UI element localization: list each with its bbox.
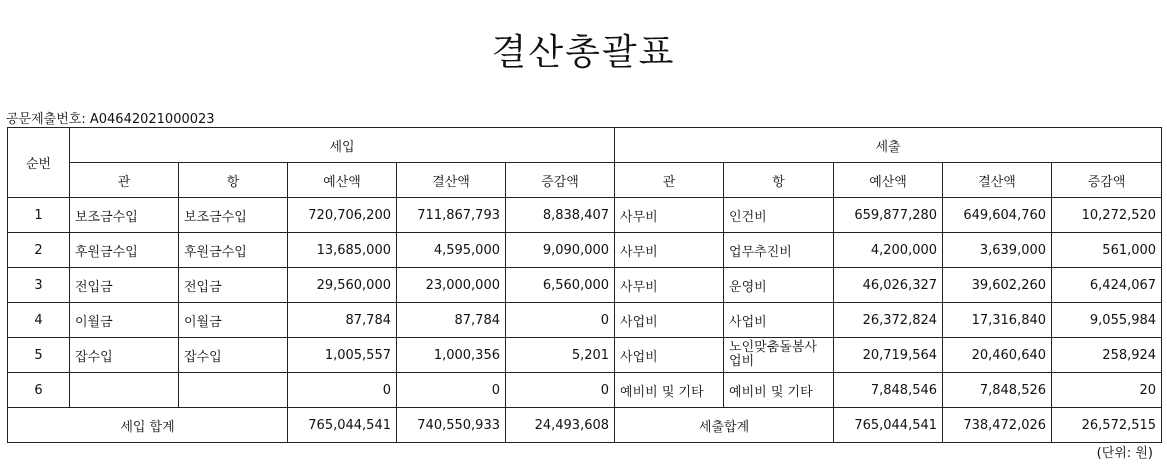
cell-seq: 3	[8, 268, 70, 303]
cell-income-diff: 9,090,000	[506, 233, 615, 268]
expense-total-settled: 738,472,026	[943, 408, 1052, 443]
cell-expense-diff: 258,924	[1052, 338, 1162, 373]
income-total-budget: 765,044,541	[288, 408, 397, 443]
page-title: 결산총괄표	[491, 32, 676, 73]
cell-income-budget: 13,685,000	[288, 233, 397, 268]
unit-note: (단위: 원)	[1096, 446, 1153, 461]
cell-income-diff: 5,201	[506, 338, 615, 373]
cell-income-gwan: 전입금	[70, 268, 179, 303]
cell-expense-gwan: 사업비	[615, 338, 724, 373]
table-row	[8, 268, 1162, 303]
cell-income-hang: 이월금	[179, 303, 288, 338]
cell-expense-budget: 7,848,546	[834, 373, 943, 408]
header-expense-group: 세출	[615, 128, 1162, 163]
cell-income-hang: 보조금수입	[179, 198, 288, 233]
expense-total-diff: 26,572,515	[1052, 408, 1162, 443]
cell-expense-diff: 20	[1052, 373, 1162, 408]
cell-expense-hang: 노인맞춤돌봄사업비	[724, 338, 834, 373]
cell-seq: 6	[8, 373, 70, 408]
expense-total-label: 세출합계	[615, 408, 834, 443]
cell-income-settled: 1,000,356	[397, 338, 506, 373]
cell-income-hang: 잡수입	[179, 338, 288, 373]
cell-expense-budget: 4,200,000	[834, 233, 943, 268]
cell-income-gwan	[70, 373, 179, 408]
cell-income-budget: 1,005,557	[288, 338, 397, 373]
header-seq: 순번	[8, 128, 70, 198]
cell-expense-gwan: 사무비	[615, 233, 724, 268]
cell-income-diff: 0	[506, 303, 615, 338]
cell-income-budget: 29,560,000	[288, 268, 397, 303]
income-total-label: 세입 합계	[8, 408, 288, 443]
header-income-group: 세입	[70, 128, 615, 163]
header-row-group	[8, 128, 1162, 163]
table-row	[8, 373, 1162, 408]
cell-seq: 4	[8, 303, 70, 338]
cell-seq: 5	[8, 338, 70, 373]
income-total-settled: 740,550,933	[397, 408, 506, 443]
cell-expense-diff: 10,272,520	[1052, 198, 1162, 233]
header-expense-settled: 결산액	[943, 163, 1052, 198]
header-expense-hang: 항	[724, 163, 834, 198]
cell-expense-settled: 17,316,840	[943, 303, 1052, 338]
cell-expense-diff: 561,000	[1052, 233, 1162, 268]
cell-income-diff: 8,838,407	[506, 198, 615, 233]
cell-income-settled: 0	[397, 373, 506, 408]
header-income-gwan: 관	[70, 163, 179, 198]
cell-expense-hang: 예비비 및 기타	[724, 373, 834, 408]
header-income-hang: 항	[179, 163, 288, 198]
cell-expense-budget: 26,372,824	[834, 303, 943, 338]
table-row	[8, 338, 1162, 373]
cell-expense-diff: 6,424,067	[1052, 268, 1162, 303]
cell-income-gwan: 후원금수입	[70, 233, 179, 268]
cell-income-settled: 87,784	[397, 303, 506, 338]
cell-expense-settled: 39,602,260	[943, 268, 1052, 303]
cell-income-budget: 87,784	[288, 303, 397, 338]
cell-expense-gwan: 사무비	[615, 268, 724, 303]
table-row	[8, 303, 1162, 338]
cell-seq: 1	[8, 198, 70, 233]
cell-income-gwan: 보조금수입	[70, 198, 179, 233]
totals-row	[8, 408, 1162, 443]
settlement-table	[7, 127, 1162, 443]
cell-income-budget: 0	[288, 373, 397, 408]
cell-expense-settled: 7,848,526	[943, 373, 1052, 408]
expense-total-budget: 765,044,541	[834, 408, 943, 443]
cell-income-hang: 후원금수입	[179, 233, 288, 268]
cell-expense-hang: 사업비	[724, 303, 834, 338]
header-expense-budget: 예산액	[834, 163, 943, 198]
cell-expense-hang: 업무추진비	[724, 233, 834, 268]
cell-expense-budget: 46,026,327	[834, 268, 943, 303]
header-expense-gwan: 관	[615, 163, 724, 198]
cell-expense-settled: 20,460,640	[943, 338, 1052, 373]
cell-expense-gwan: 사업비	[615, 303, 724, 338]
cell-expense-settled: 3,639,000	[943, 233, 1052, 268]
cell-expense-gwan: 사무비	[615, 198, 724, 233]
cell-income-diff: 6,560,000	[506, 268, 615, 303]
cell-income-hang: 전입금	[179, 268, 288, 303]
cell-income-diff: 0	[506, 373, 615, 408]
cell-expense-diff: 9,055,984	[1052, 303, 1162, 338]
doc-number: 공문제출번호: A04642021000023	[6, 112, 215, 127]
cell-income-gwan: 잡수입	[70, 338, 179, 373]
header-expense-diff: 증감액	[1052, 163, 1162, 198]
cell-income-settled: 23,000,000	[397, 268, 506, 303]
cell-income-settled: 711,867,793	[397, 198, 506, 233]
table-row	[8, 198, 1162, 233]
cell-income-hang	[179, 373, 288, 408]
cell-expense-gwan: 예비비 및 기타	[615, 373, 724, 408]
header-income-settled: 결산액	[397, 163, 506, 198]
cell-expense-budget: 659,877,280	[834, 198, 943, 233]
cell-expense-budget: 20,719,564	[834, 338, 943, 373]
cell-income-gwan: 이월금	[70, 303, 179, 338]
header-income-diff: 증감액	[506, 163, 615, 198]
header-income-budget: 예산액	[288, 163, 397, 198]
cell-income-settled: 4,595,000	[397, 233, 506, 268]
cell-income-budget: 720,706,200	[288, 198, 397, 233]
cell-expense-hang: 운영비	[724, 268, 834, 303]
cell-expense-settled: 649,604,760	[943, 198, 1052, 233]
cell-seq: 2	[8, 233, 70, 268]
cell-expense-hang: 인건비	[724, 198, 834, 233]
header-row-columns	[8, 163, 1162, 198]
table-row	[8, 233, 1162, 268]
income-total-diff: 24,493,608	[506, 408, 615, 443]
